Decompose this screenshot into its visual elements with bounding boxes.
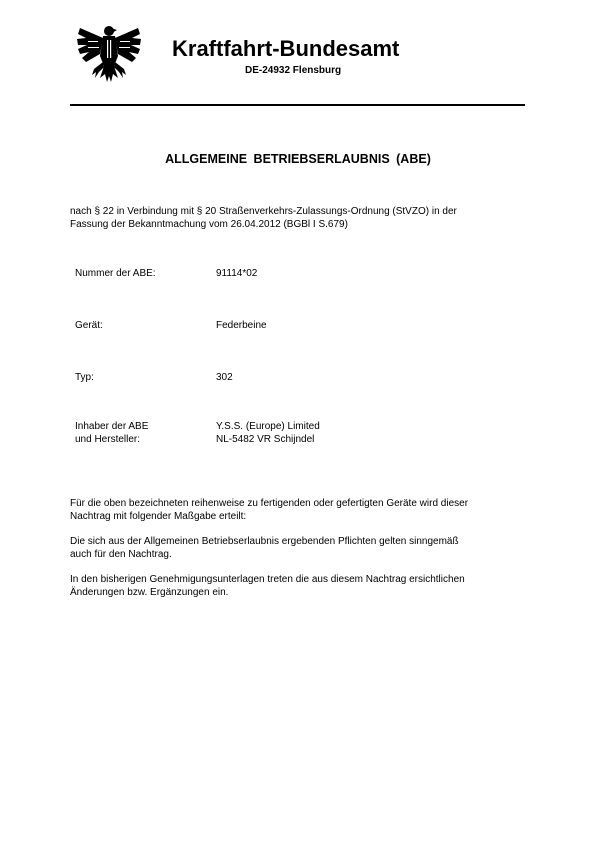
authority-address: DE-24932 Flensburg: [245, 65, 342, 76]
federal-eagle-icon: [76, 22, 142, 84]
field-value: Federbeine: [216, 320, 267, 331]
paragraph-line: Die sich aus der Allgemeinen Betriebserlaubnis ergebenden Pflichten gelten sinngemäß: [70, 536, 459, 547]
paragraph-line: In den bisherigen Genehmigungsunterlagen treten die aus diesem Nachtrag ersichtlichen: [70, 574, 465, 585]
paragraph-line: Änderungen bzw. Ergänzungen ein.: [70, 587, 229, 598]
field-label: Gerät:: [75, 320, 103, 331]
authority-name: Kraftfahrt-Bundesamt: [172, 36, 400, 61]
paragraph: [70, 573, 550, 599]
field-label-line: und Hersteller:: [75, 434, 141, 445]
legal-basis-text: [70, 205, 540, 231]
field-value-line: NL-5482 VR Schijndel: [216, 434, 315, 445]
paragraph: [70, 497, 550, 523]
paragraph: [70, 535, 550, 561]
document-title: ALLGEMEINE BETRIEBSERLAUBNIS (ABE): [165, 152, 431, 166]
field-value: 91114*02: [216, 268, 258, 279]
legal-basis-line: Fassung der Bekanntmachung vom 26.04.2012 (BGBl I S.679): [70, 219, 348, 230]
field-value: [216, 420, 516, 446]
paragraph-line: Nachtrag mit folgender Maßgabe erteilt:: [70, 511, 247, 522]
field-label: Typ:: [75, 372, 94, 383]
field-value-line: Y.S.S. (Europe) Limited: [216, 421, 320, 432]
field-label: Nummer der ABE:: [75, 268, 156, 279]
field-label-line: Inhaber der ABE: [75, 421, 149, 432]
field-label: [75, 420, 210, 446]
field-value: 302: [216, 372, 233, 383]
legal-basis-line: nach § 22 in Verbindung mit § 20 Straßenverkehrs-Zulassungs-Ordnung (StVZO) in der: [70, 206, 457, 217]
header-divider: [70, 104, 525, 106]
paragraph-line: auch für den Nachtrag.: [70, 549, 172, 560]
paragraph-line: Für die oben bezeichneten reihenweise zu fertigenden oder gefertigten Geräte wird dieser: [70, 498, 469, 509]
